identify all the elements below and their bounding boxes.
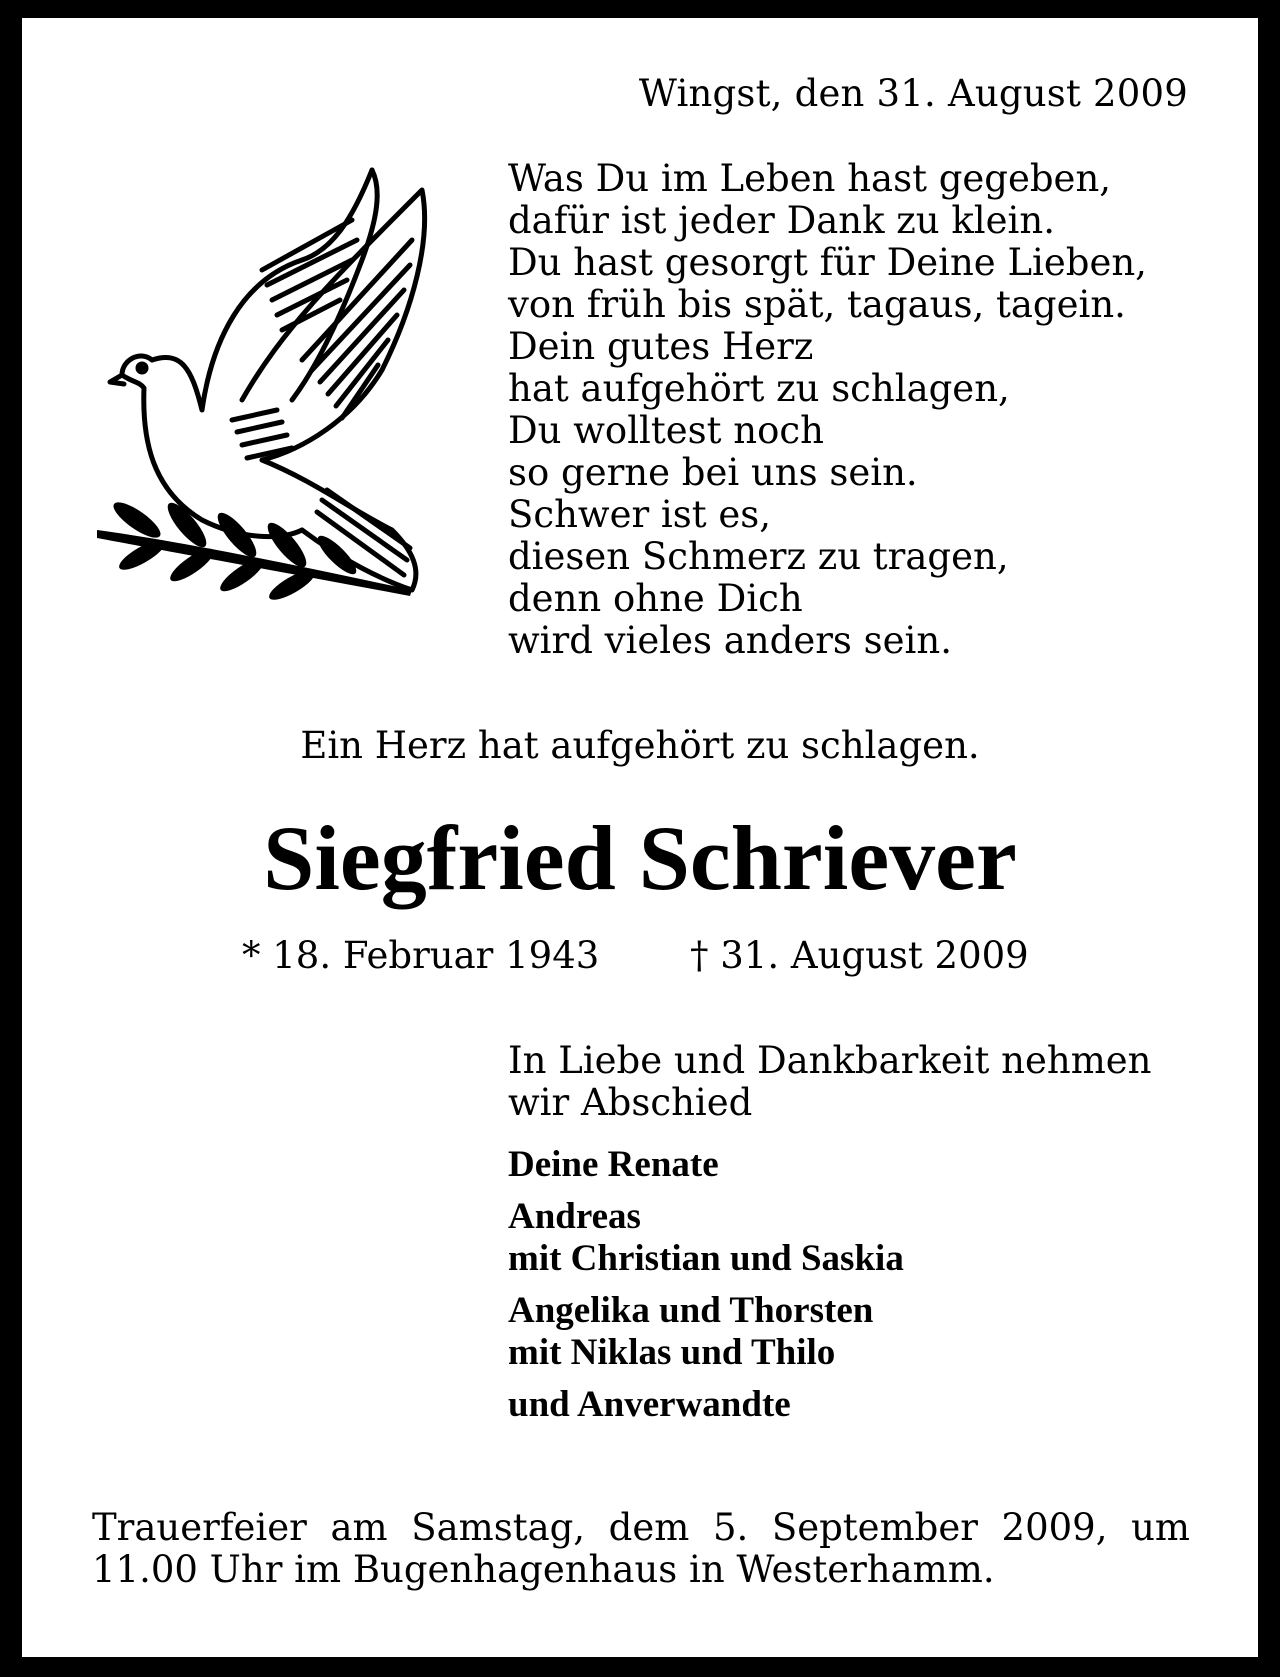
poem-line: wird vieles anders sein. bbox=[508, 619, 952, 662]
farewell-line: wir Abschied bbox=[508, 1081, 753, 1124]
poem-line: von früh bis spät, tagaus, tagein. bbox=[508, 283, 1126, 326]
poem bbox=[508, 158, 1147, 662]
farewell-text bbox=[508, 1040, 1152, 1124]
family-member: mit Niklas und Thilo bbox=[508, 1332, 836, 1373]
heart-line: Ein Herz hat aufgehört zu schlagen. bbox=[300, 724, 980, 767]
poem-line: dafür ist jeder Dank zu klein. bbox=[508, 199, 1055, 242]
family-member: und Anverwandte bbox=[508, 1384, 791, 1425]
poem-line: Dein gutes Herz bbox=[508, 325, 814, 368]
family-member: Andreas bbox=[508, 1196, 641, 1237]
poem-line: Schwer ist es, bbox=[508, 493, 772, 536]
birth-date: * 18. Februar 1943 bbox=[242, 934, 600, 977]
date-line: Wingst, den 31. August 2009 bbox=[638, 72, 1188, 115]
ceremony-line: 11.00 Uhr im Bugenhagenhaus in Westerhamm. bbox=[92, 1548, 995, 1591]
family-group bbox=[508, 1144, 904, 1186]
poem-line: Du wolltest noch bbox=[508, 409, 824, 452]
family-list bbox=[508, 1144, 904, 1436]
farewell-line: In Liebe und Dankbarkeit nehmen bbox=[508, 1039, 1152, 1082]
poem-line: Du hast gesorgt für Deine Lieben, bbox=[508, 241, 1147, 284]
poem-line: diesen Schmerz zu tragen, bbox=[508, 535, 1009, 578]
ceremony-line: Trauerfeier am Samstag, dem 5. September 2009, um bbox=[92, 1506, 1190, 1549]
poem-line: hat aufgehört zu schlagen, bbox=[508, 367, 1010, 410]
family-group bbox=[508, 1290, 904, 1374]
dove-icon bbox=[92, 160, 452, 640]
death-date: † 31. August 2009 bbox=[690, 934, 1029, 977]
poem-line: denn ohne Dich bbox=[508, 577, 803, 620]
deceased-name: Siegfried Schriever bbox=[263, 807, 1017, 909]
poem-line: so gerne bei uns sein. bbox=[508, 451, 918, 494]
family-member: mit Christian und Saskia bbox=[508, 1238, 904, 1279]
family-member: Angelika und Thorsten bbox=[508, 1290, 874, 1331]
family-group bbox=[508, 1196, 904, 1280]
ceremony-notice bbox=[92, 1507, 1190, 1591]
family-group bbox=[508, 1384, 904, 1426]
poem-line: Was Du im Leben hast gegeben, bbox=[508, 157, 1112, 200]
family-member: Deine Renate bbox=[508, 1144, 719, 1185]
